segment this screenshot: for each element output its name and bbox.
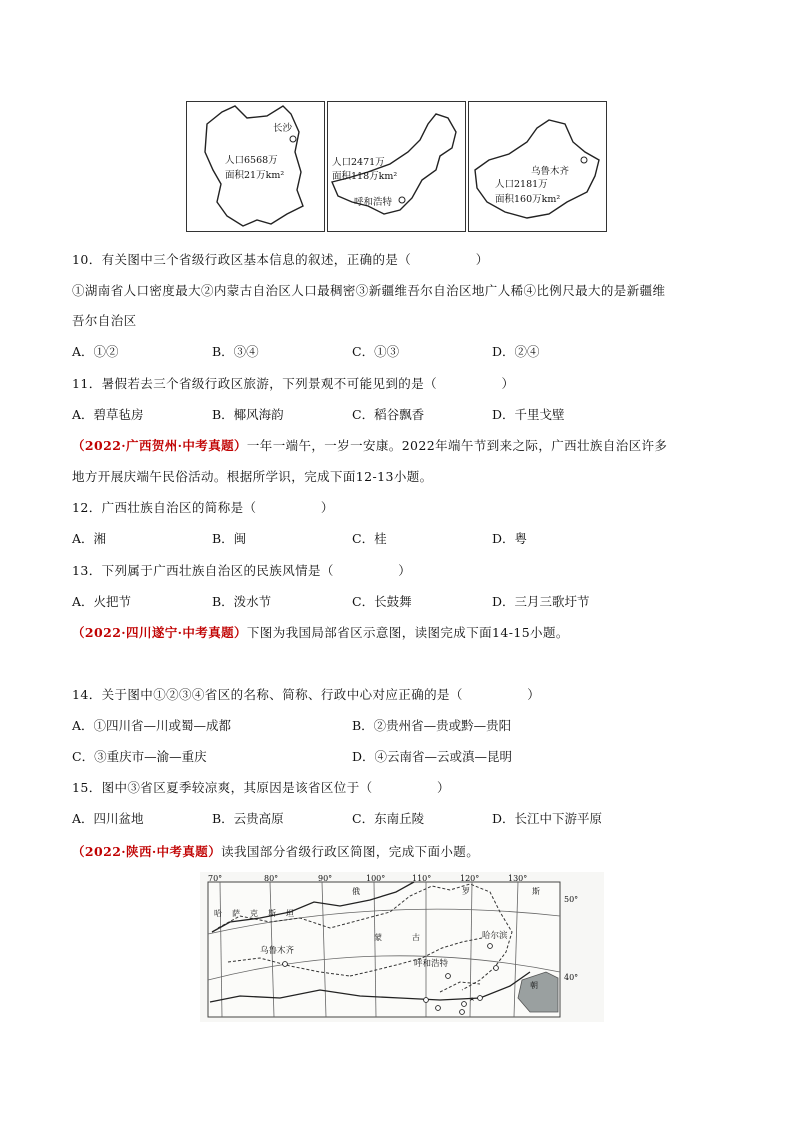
xinjiang-city: 乌鲁木齐 xyxy=(531,166,570,177)
neimenggu-city: 呼和浩特 xyxy=(354,197,393,208)
q14-option-a[interactable]: A．①四川省—川或蜀—成都 xyxy=(72,718,232,733)
label-tan: 坦 xyxy=(286,909,294,918)
label-meng: 蒙 xyxy=(374,933,382,942)
lon-120: 120° xyxy=(460,874,480,883)
lon-110: 110° xyxy=(412,874,432,883)
q15-option-b[interactable]: B．云贵高原 xyxy=(212,811,284,826)
lon-130: 130° xyxy=(508,874,528,883)
intro2-source: （2022·四川遂宁·中考真题） xyxy=(72,625,247,640)
q10-option-a[interactable]: A．①② xyxy=(72,344,119,359)
q11-option-d[interactable]: D．千里戈壁 xyxy=(492,407,565,422)
q12-option-c[interactable]: C．桂 xyxy=(352,531,387,546)
label-sa: 萨 xyxy=(232,909,240,918)
intro1-source: （2022·广西贺州·中考真题） xyxy=(72,438,247,453)
lat-50: 50° xyxy=(564,895,579,904)
q12-stem: 12．广西壮族自治区的简称是（ ） xyxy=(72,500,334,515)
label-chao: 朝 xyxy=(530,981,538,990)
intro3-text: 读我国部分省级行政区简图，完成下面小题。 xyxy=(221,844,480,859)
label-e: 俄 xyxy=(352,887,360,896)
lon-100: 100° xyxy=(366,874,386,883)
hunan-area: 面积21万km² xyxy=(225,170,285,181)
xinjiang-area: 面积160万km² xyxy=(495,194,561,205)
q13-option-b[interactable]: B．泼水节 xyxy=(212,594,272,609)
intro1-text2: 地方开展庆端午民俗活动。根据所学识，完成下面12-13小题。 xyxy=(72,469,433,484)
label-si2: 斯 xyxy=(532,887,540,896)
q10-option-d[interactable]: D．②④ xyxy=(492,344,540,359)
xinjiang-map xyxy=(468,101,607,232)
intro3-line xyxy=(72,842,479,860)
lon-70: 70° xyxy=(208,874,223,883)
label-luo: 罗 xyxy=(462,887,470,896)
q12-option-d[interactable]: D．粤 xyxy=(492,531,528,546)
q13-option-a[interactable]: A．火把节 xyxy=(72,594,132,609)
q15-stem: 15．图中③省区夏季较凉爽，其原因是该省区位于（ ） xyxy=(72,780,450,795)
q15-option-d[interactable]: D．长江中下游平原 xyxy=(492,811,603,826)
lon-90: 90° xyxy=(318,874,333,883)
intro1-text1: 一年一端午，一岁一安康。2022年端午节到来之际，广西壮族自治区许多 xyxy=(246,438,668,453)
intro2-text: 下图为我国局部省区示意图，读图完成下面14-15小题。 xyxy=(246,625,569,640)
intro1-line1 xyxy=(72,436,667,454)
q11-option-c[interactable]: C．稻谷飘香 xyxy=(352,407,425,422)
city-hohhot: 呼和浩特 xyxy=(414,959,449,969)
q13-option-d[interactable]: D．三月三歌圩节 xyxy=(492,594,590,609)
neimenggu-area: 面积118万km² xyxy=(332,171,398,182)
label-si: 斯 xyxy=(268,909,276,918)
neimenggu-map xyxy=(327,101,466,232)
q14-stem: 14．关于图中①②③④省区的名称、简称、行政中心对应正确的是（ ） xyxy=(72,687,541,702)
label-gu: 古 xyxy=(412,933,420,942)
q15-option-c[interactable]: C．东南丘陵 xyxy=(352,811,425,826)
xinjiang-population: 人口2181万 xyxy=(495,179,548,190)
q12-option-b[interactable]: B．闽 xyxy=(212,531,247,546)
q13-option-c[interactable]: C．长鼓舞 xyxy=(352,594,412,609)
intro2-line xyxy=(72,623,569,641)
q10-statements-cont: 吾尔自治区 xyxy=(72,313,137,328)
lat-40: 40° xyxy=(564,973,579,982)
label-ke: 克 xyxy=(250,909,258,918)
q10-option-c[interactable]: C．①③ xyxy=(352,344,400,359)
q10-stem: 10．有关图中三个省级行政区基本信息的叙述，正确的是（ ） xyxy=(72,252,489,267)
q12-option-a[interactable]: A．湘 xyxy=(72,531,107,546)
label-ha: 哈 xyxy=(214,909,222,918)
q10-statements: ①湖南省人口密度最大②内蒙古自治区人口最稠密③新疆维吾尔自治区地广人稀④比例尺最大的是新疆维 xyxy=(72,283,666,298)
q14-option-d[interactable]: D．④云南省—云或滇—昆明 xyxy=(352,749,513,764)
q11-stem: 11．暑假若去三个省级行政区旅游，下列景观不可能见到的是（ ） xyxy=(72,376,515,391)
q11-option-b[interactable]: B．椰风海韵 xyxy=(212,407,284,422)
neimenggu-population: 人口2471万 xyxy=(332,157,385,168)
hunan-map xyxy=(186,101,325,232)
intro3-source: （2022·陕西·中考真题） xyxy=(72,844,222,859)
lon-80: 80° xyxy=(264,874,279,883)
q11-option-a[interactable]: A．碧草毡房 xyxy=(72,407,144,422)
city-urumqi: 乌鲁木齐 xyxy=(260,946,295,956)
china-region-map xyxy=(200,872,604,1022)
q14-option-c[interactable]: C．③重庆市—渝—重庆 xyxy=(72,749,207,764)
q15-option-a[interactable]: A．四川盆地 xyxy=(72,811,144,826)
hunan-population: 人口6568万 xyxy=(225,155,278,166)
q10-option-b[interactable]: B．③④ xyxy=(212,344,259,359)
city-harbin: 哈尔滨 xyxy=(482,931,508,941)
hunan-city: 长沙 xyxy=(273,123,293,134)
q13-stem: 13．下列属于广西壮族自治区的民族风情是（ ） xyxy=(72,563,412,578)
q14-option-b[interactable]: B．②贵州省—贵或黔—贵阳 xyxy=(352,718,512,733)
